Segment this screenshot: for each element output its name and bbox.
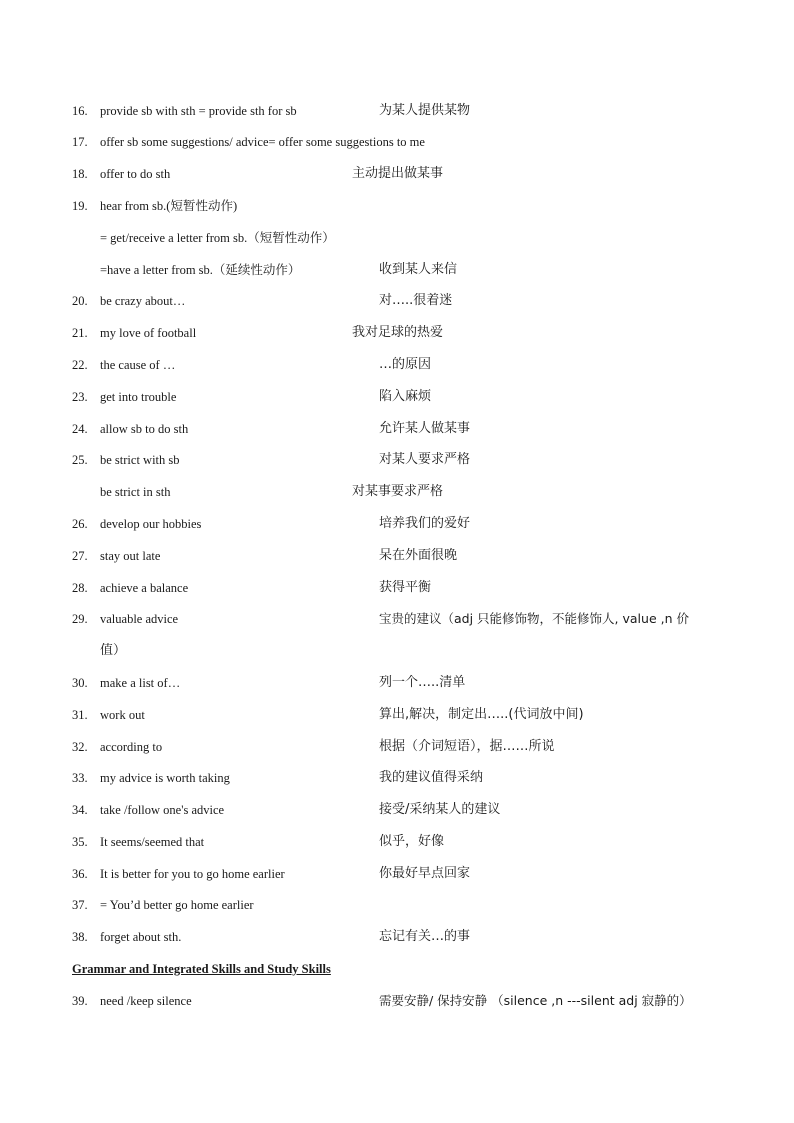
list-item <box>0 162 794 186</box>
list-item <box>0 512 794 536</box>
phrase-english: according to <box>100 740 163 754</box>
list-item <box>0 448 794 472</box>
list-item <box>0 576 794 600</box>
phrase-continuation: 值） <box>100 643 127 658</box>
phrase-chinese: 允许某人做某事 <box>379 421 471 436</box>
list-item <box>0 671 794 695</box>
item-number: 29. <box>72 612 88 626</box>
list-item <box>0 893 794 917</box>
phrase-english: my advice is worth taking <box>100 771 230 785</box>
phrase-chinese: 培养我们的爱好 <box>379 516 471 531</box>
phrase-chinese: 对某人要求严格 <box>379 452 471 467</box>
list-item <box>0 735 794 759</box>
phrase-english: get into trouble <box>100 390 177 404</box>
phrase-chinese: 我对足球的热爱 <box>352 325 444 340</box>
list-item <box>0 226 794 250</box>
phrase-english: stay out late <box>100 549 161 563</box>
list-item <box>0 258 794 282</box>
phrase-chinese: 陷入麻烦 <box>379 389 432 404</box>
phrase-english: work out <box>100 708 145 722</box>
phrase-chinese: 为某人提供某物 <box>379 103 471 118</box>
item-number: 34. <box>72 803 88 817</box>
phrase-chinese: 对某事要求严格 <box>352 484 444 499</box>
list-item <box>0 194 794 218</box>
list-item <box>0 798 794 822</box>
item-number: 25. <box>72 453 88 467</box>
item-number: 32. <box>72 740 88 754</box>
item-number: 21. <box>72 326 88 340</box>
phrase-english: = get/receive a letter from sb.（短暂性动作） <box>100 231 335 245</box>
phrase-chinese: 获得平衡 <box>379 580 432 595</box>
phrase-english: the cause of … <box>100 358 176 372</box>
item-number: 16. <box>72 104 88 118</box>
phrase-english: valuable advice <box>100 612 179 626</box>
phrase-english: take /follow one's advice <box>100 803 225 817</box>
phrase-chinese: 似乎，好像 <box>379 834 445 849</box>
phrase-english: need /keep silence <box>100 994 192 1008</box>
list-item <box>0 289 794 313</box>
phrase-english: achieve a balance <box>100 581 189 595</box>
phrase-chinese: 收到某人来信 <box>379 262 458 277</box>
item-number: 18. <box>72 167 88 181</box>
phrase-english: offer sb some suggestions/ advice= offer some suggestions to me <box>100 135 425 149</box>
phrase-chinese: 根据（介词短语），据……所说 <box>379 739 555 754</box>
phrase-chinese: 主动提出做某事 <box>352 166 444 181</box>
item-number: 20. <box>72 294 88 308</box>
item-number: 26. <box>72 517 88 531</box>
phrase-english: allow sb to do sth <box>100 422 189 436</box>
phrase-chinese: 接受/采纳某人的建议 <box>379 802 501 817</box>
item-number: 19. <box>72 199 88 213</box>
list-item <box>0 925 794 949</box>
item-number: 30. <box>72 676 88 690</box>
phrase-english: develop our hobbies <box>100 517 202 531</box>
list-item <box>0 862 794 886</box>
phrase-english: hear from sb.(短暂性动作) <box>100 199 238 213</box>
phrase-english: be crazy about… <box>100 294 186 308</box>
phrase-english: =have a letter from sb.（延续性动作） <box>100 263 301 277</box>
item-number: 37. <box>72 898 88 912</box>
list-item <box>0 353 794 377</box>
item-number: 31. <box>72 708 88 722</box>
list-item <box>0 607 794 631</box>
section-heading: Grammar and Integrated Skills and Study Skills <box>72 962 331 976</box>
phrase-chinese: 你最好早点回家 <box>379 866 471 881</box>
list-item <box>0 480 794 504</box>
phrase-english: forget about sth. <box>100 930 182 944</box>
list-item <box>0 130 794 154</box>
phrase-chinese: 算出,解决，制定出…..(代词放中间) <box>379 707 584 722</box>
phrase-english: offer to do sth <box>100 167 171 181</box>
phrase-chinese: 需要安静/ 保持安静 （silence ,n ---silent adj 寂静的） <box>379 993 692 1008</box>
item-number: 23. <box>72 390 88 404</box>
phrase-chinese: 对…..很着迷 <box>379 293 453 308</box>
phrase-english: make a list of… <box>100 676 181 690</box>
phrase-chinese: 忘记有关…的事 <box>379 929 471 944</box>
list-item <box>0 989 794 1013</box>
item-number: 33. <box>72 771 88 785</box>
phrase-english: provide sb with sth = provide sth for sb <box>100 104 297 118</box>
phrase-chinese: 列一个…..清单 <box>379 675 466 690</box>
list-item <box>0 639 794 663</box>
list-item <box>0 385 794 409</box>
phrase-english: my love of football <box>100 326 197 340</box>
item-number: 38. <box>72 930 88 944</box>
phrase-chinese: 宝贵的建议（adj 只能修饰物，不能修饰人, value ,n 价 <box>379 611 689 626</box>
item-number: 22. <box>72 358 88 372</box>
list-item <box>0 321 794 345</box>
item-number: 28. <box>72 581 88 595</box>
list-item <box>0 766 794 790</box>
phrase-english: be strict with sb <box>100 453 180 467</box>
phrase-chinese: 我的建议值得采纳 <box>379 770 484 785</box>
list-item <box>0 703 794 727</box>
list-item <box>0 830 794 854</box>
phrase-chinese: …的原因 <box>379 357 432 372</box>
list-item <box>0 417 794 441</box>
list-item <box>0 544 794 568</box>
item-number: 27. <box>72 549 88 563</box>
phrase-english: be strict in sth <box>100 485 171 499</box>
phrase-english: = You’d better go home earlier <box>100 898 254 912</box>
item-number: 35. <box>72 835 88 849</box>
item-number: 17. <box>72 135 88 149</box>
phrase-chinese: 呆在外面很晚 <box>379 548 458 563</box>
phrase-english: It seems/seemed that <box>100 835 205 849</box>
list-item <box>0 99 794 123</box>
item-number: 36. <box>72 867 88 881</box>
item-number: 24. <box>72 422 88 436</box>
phrase-english: It is better for you to go home earlier <box>100 867 285 881</box>
item-number: 39. <box>72 994 88 1008</box>
